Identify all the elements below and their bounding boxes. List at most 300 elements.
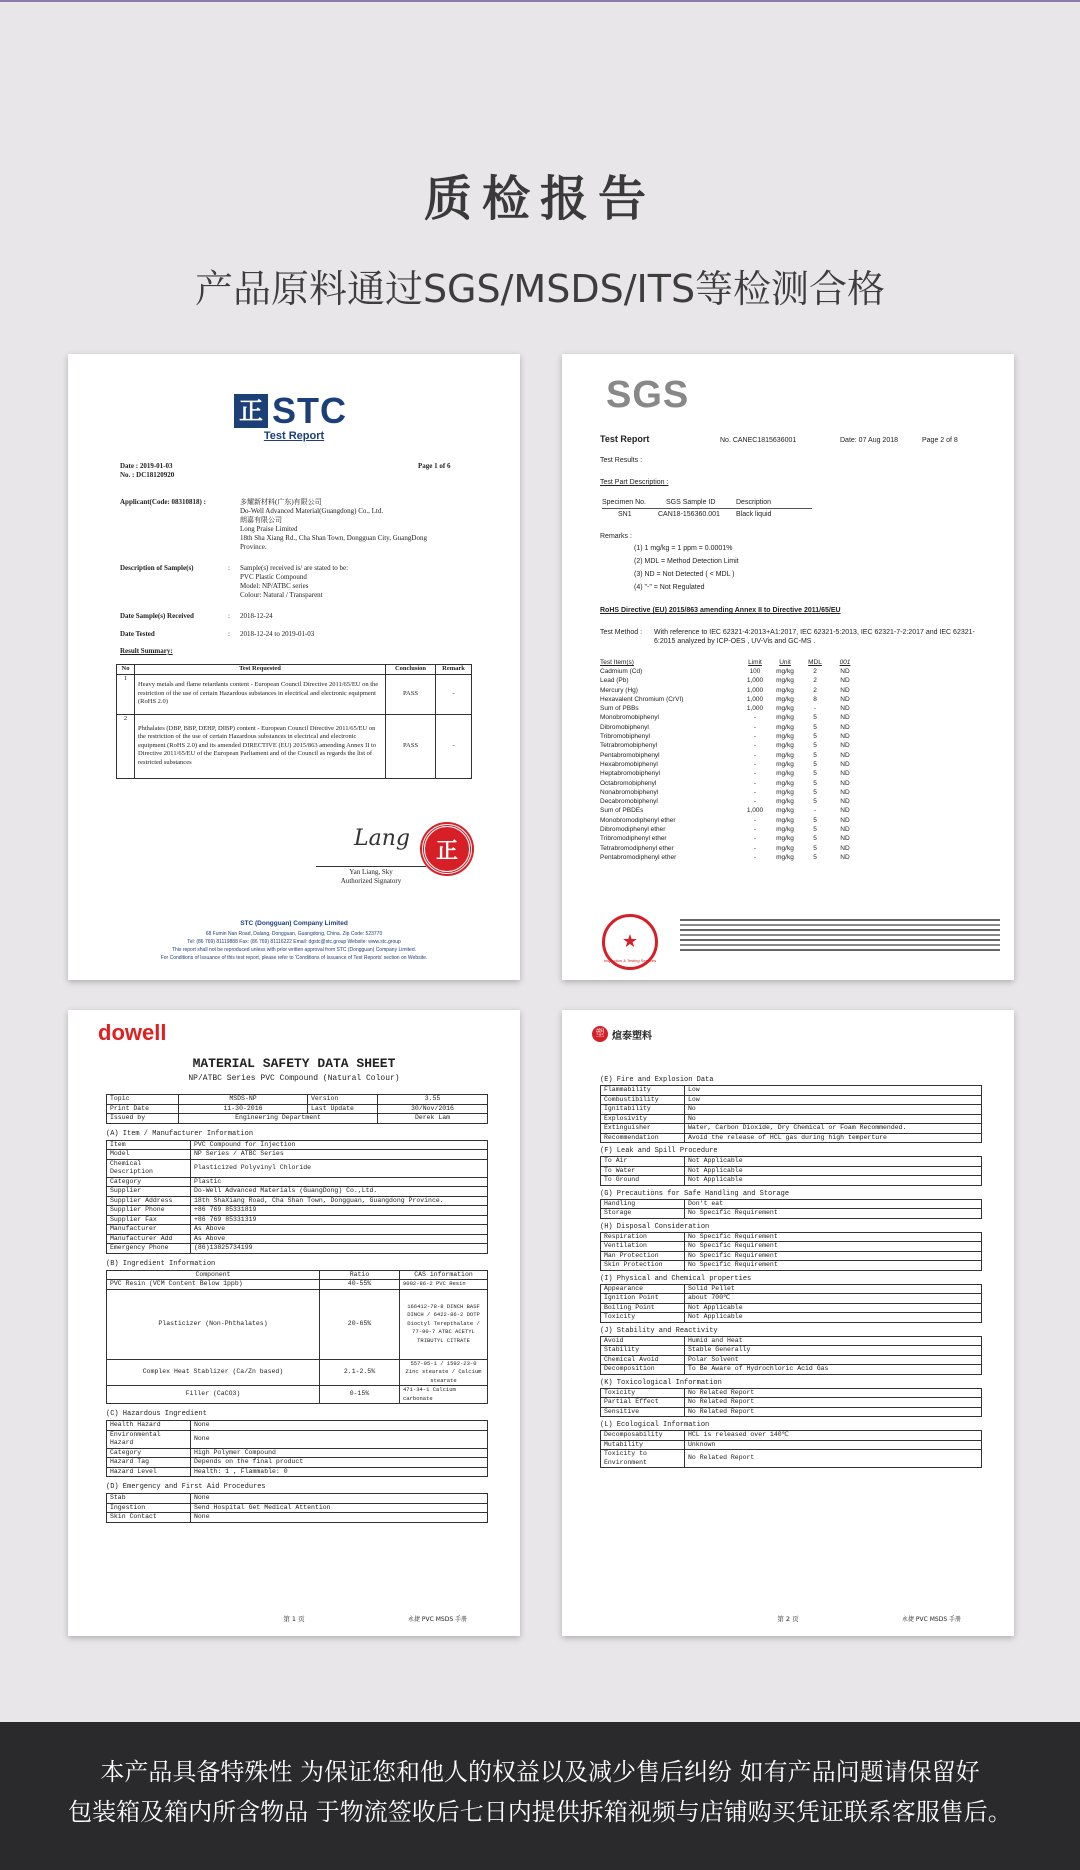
sgs-result-cell: ND xyxy=(840,723,850,731)
cell-test: Heavy metals and flame retardants content - European Council Directive 2011/65/EU on the restriction of the use of certain Hazardous substances in electrical and electronic equipment (RoHS 2.0) xyxy=(135,674,386,714)
section-d-table xyxy=(106,1493,488,1523)
row-label: Hazard Tag xyxy=(107,1458,191,1468)
msds-page-2[interactable] xyxy=(562,1010,1014,1636)
applicant-line: Long Praise Limited xyxy=(240,525,298,533)
stc-results-table xyxy=(116,664,472,779)
sgs-result-cell: - xyxy=(753,733,757,741)
section-title: (F) Leak and Spill Procedure xyxy=(600,1147,718,1155)
row-value: Not Applicable xyxy=(685,1166,982,1176)
sgs-result-cell: mg/kg xyxy=(776,798,794,806)
footer-notice xyxy=(0,1722,1080,1870)
sgs-result-cell: ND xyxy=(840,668,850,675)
row-value: Not Applicable xyxy=(685,1303,982,1313)
table-row xyxy=(107,1177,488,1187)
row-value: No Related Report xyxy=(685,1388,982,1398)
row-label: Chemical Avoid xyxy=(601,1355,685,1365)
sgs-method-text: With reference to IEC 62321-4:2013+A1:2017, IEC 62321-5:2013, IEC 62321-7-2:2017 and IEC 62321-6:2015 analyzed by ICP-OES , UV-Vis and GC-MS . xyxy=(654,629,975,645)
row-value: High Polymer Compound xyxy=(191,1448,488,1458)
sgs-result-cell: mg/kg xyxy=(776,807,794,815)
sgs-result-cell: ND xyxy=(840,826,850,834)
sgs-result-cell: Dibromobiphenyl xyxy=(600,723,649,731)
sgs-result-cell: mg/kg xyxy=(776,686,794,694)
row-label: Boiling Point xyxy=(601,1303,685,1313)
msds2-footer: 永捷 PVC MSDS 手册 xyxy=(902,1616,962,1623)
sgs-result-cell: Dibromodiphenyl ether xyxy=(600,826,666,834)
msds1-body xyxy=(106,1094,488,1523)
sgs-result-cell: 5 xyxy=(813,770,817,778)
sgs-result-cell: ND xyxy=(840,733,850,741)
sgs-result-cell: - xyxy=(753,742,757,750)
sgs-result-row xyxy=(600,760,860,769)
sgs-result-row xyxy=(600,704,860,713)
row-value: No Related Report xyxy=(685,1450,982,1468)
table-row xyxy=(601,1398,982,1408)
row-label: Flammability xyxy=(601,1086,685,1096)
row-value: Do-Well Advanced Materials (GuangDong) Co.,Ltd. xyxy=(191,1187,488,1197)
row-label: Avoid xyxy=(601,1336,685,1346)
sgs-result-cell: mg/kg xyxy=(776,677,794,685)
sgs-part-desc: Test Part Description : xyxy=(600,479,669,486)
sgs-report-title: Test Report xyxy=(600,434,650,444)
row-value: Plastic xyxy=(191,1177,488,1187)
stc-applicant xyxy=(240,498,480,552)
row-value: Solid Pellet xyxy=(685,1284,982,1294)
row-label: Decomposition xyxy=(601,1365,685,1375)
sgs-result-cell: mg/kg xyxy=(776,770,794,778)
section-title: (I) Physical and Chemical properties xyxy=(600,1274,752,1283)
stc-tested-label: Date Tested xyxy=(120,630,155,638)
cell-remark: - xyxy=(436,674,472,714)
sgs-result-cell: mg/kg xyxy=(776,853,794,861)
desc-line: Model: NP/ATBC series xyxy=(240,582,309,590)
row-label: Respiration xyxy=(601,1232,685,1242)
sgs-result-cell: 2 xyxy=(813,677,817,685)
section-table xyxy=(600,1085,982,1143)
row-label: Manufacturer Add xyxy=(107,1234,191,1244)
stc-received-label: Date Sample(s) Received xyxy=(120,612,194,620)
col-unit: Unit xyxy=(779,659,791,666)
sgs-result-cell: Decabromobiphenyl xyxy=(600,798,658,806)
stc-description xyxy=(240,564,480,600)
sgs-result-cell: mg/kg xyxy=(776,760,794,768)
col-result: 001 xyxy=(839,659,851,666)
sgs-remark: (3) ND = Not Detected ( < MDL ) xyxy=(634,571,735,578)
section-table xyxy=(600,1388,982,1418)
xuantai-logo-icon: 塑 xyxy=(592,1026,608,1042)
sgs-rows xyxy=(600,667,860,862)
row-label: Toxicity to Environment xyxy=(601,1450,685,1468)
sgs-report-no: No. CANEC1815636001 xyxy=(720,437,797,444)
sgs-result-row xyxy=(600,816,860,825)
sgs-seal: ★ xyxy=(602,914,658,970)
row-label: Manufacturer xyxy=(107,1225,191,1235)
sgs-result-cell: 1,000 xyxy=(746,677,764,685)
col-limit: Limit xyxy=(748,659,762,666)
row-value: Health: 1 , Flammable: 0 xyxy=(191,1467,488,1477)
table-row xyxy=(107,1458,488,1468)
th-remark: Remark xyxy=(436,665,472,675)
sgs-page: Page 2 of 8 xyxy=(922,437,958,444)
sgs-result-row xyxy=(600,695,860,704)
stc-logo-mark: 正 xyxy=(234,394,268,428)
sgs-result-row xyxy=(600,667,860,676)
msds2-body xyxy=(600,1072,982,1468)
sgs-result-cell: ND xyxy=(840,705,850,713)
sgs-result-row xyxy=(600,825,860,834)
sgs-spec-h3: Description xyxy=(736,499,772,506)
row-label: Category xyxy=(107,1177,191,1187)
sgs-result-cell: mg/kg xyxy=(776,816,794,824)
msds-subtitle: NP/ATBC Series PVC Compound (Natural Colour) xyxy=(188,1074,400,1083)
sgs-results-table xyxy=(600,658,860,862)
row-label: Model xyxy=(107,1150,191,1160)
row-label: Supplier xyxy=(107,1187,191,1197)
sgs-result-cell: ND xyxy=(840,751,850,759)
stc-seal: 正 xyxy=(422,824,472,874)
sgs-result-row xyxy=(600,779,860,788)
table-row xyxy=(601,1095,982,1105)
row-value: Stable Generally xyxy=(685,1346,982,1356)
sgs-result-cell: Sum of PBDEs xyxy=(600,807,644,815)
sgs-result-cell: - xyxy=(753,798,757,806)
table-row xyxy=(107,1430,488,1448)
sgs-remark: (4) "-" = Not Regulated xyxy=(634,584,705,591)
sgs-result-cell: ND xyxy=(840,779,850,787)
table-row xyxy=(601,1199,982,1209)
sgs-result-cell: Nonabromobiphenyl xyxy=(600,788,659,796)
sgs-result-row xyxy=(600,788,860,797)
section-d-title: (D) Emergency and First Aid Procedures xyxy=(106,1483,266,1491)
row-value: Humid and Heat xyxy=(685,1336,982,1346)
sgs-result-cell: 2 xyxy=(813,668,817,675)
row-value: Unknown xyxy=(685,1440,982,1450)
table-row xyxy=(601,1431,982,1441)
sgs-result-cell: Tribromobiphenyl xyxy=(600,733,650,741)
row-value: PVC Compound for Injection xyxy=(191,1140,488,1150)
top-divider xyxy=(0,0,1080,2)
table-row xyxy=(601,1284,982,1294)
sgs-result-cell: ND xyxy=(840,695,850,703)
sgs-result-cell: 5 xyxy=(813,779,817,787)
sgs-result-cell: mg/kg xyxy=(776,835,794,843)
table-row xyxy=(117,714,472,778)
sgs-result-cell: 5 xyxy=(813,723,817,731)
sgs-result-cell: Monobromobiphenyl xyxy=(600,714,659,722)
sgs-result-cell: mg/kg xyxy=(776,705,794,713)
desc-line: Colour: Natural / Transparent xyxy=(240,591,323,599)
sgs-result-cell: mg/kg xyxy=(776,733,794,741)
sgs-logo: SGS xyxy=(606,374,690,416)
section-title: (K) Toxicological Information xyxy=(600,1378,722,1387)
row-value: None xyxy=(191,1430,488,1448)
row-value: As Above xyxy=(191,1225,488,1235)
row-value: Not Applicable xyxy=(685,1157,982,1167)
table-row xyxy=(107,1467,488,1477)
stc-conditions: For Conditions of Issuance of this test report, please refer to 'Conditions of Issuance of Test Reports' section on Website. xyxy=(160,955,428,961)
sgs-result-cell: 1,000 xyxy=(746,705,764,713)
row-value: Polar Solvent xyxy=(685,1355,982,1365)
row-value: Send Hospital Get Medical Attention xyxy=(191,1503,488,1513)
cell-no: 1 xyxy=(117,674,135,714)
msds-page-1[interactable] xyxy=(68,1010,520,1636)
sgs-result-cell: 5 xyxy=(813,788,817,796)
section-table xyxy=(600,1284,982,1323)
sgs-result-cell: ND xyxy=(840,853,850,861)
sgs-result-cell: Hexabromobiphenyl xyxy=(600,760,658,768)
sgs-result-row xyxy=(600,676,860,685)
sgs-result-cell: - xyxy=(753,770,757,778)
row-label: To Water xyxy=(601,1166,685,1176)
stc-contact: Tel: (86 769) 81119888 Fax: (86 769) 81116222 Email: dgstc@stc.group Website: www.stc.group xyxy=(187,939,401,945)
row-label: To Ground xyxy=(601,1176,685,1186)
sgs-result-cell: Tetrabromodiphenyl ether xyxy=(600,844,674,852)
row-label: To Air xyxy=(601,1157,685,1167)
sgs-result-row xyxy=(600,853,860,862)
sgs-result-cell: ND xyxy=(840,760,850,768)
sgs-remark: (2) MDL = Method Detection Limit xyxy=(634,558,739,565)
sgs-result-row xyxy=(600,806,860,815)
sgs-result-cell: - xyxy=(813,807,817,815)
sgs-result-cell: mg/kg xyxy=(776,714,794,722)
row-label: Supplier Address xyxy=(107,1196,191,1206)
sgs-result-cell: - xyxy=(753,723,757,731)
row-label: Toxicity xyxy=(601,1313,685,1323)
xuantai-logo xyxy=(592,1026,652,1042)
sgs-spec-v1: SN1 xyxy=(618,511,632,518)
section-table xyxy=(600,1199,982,1219)
stc-report-title: Test Report xyxy=(263,430,325,442)
table-row xyxy=(601,1105,982,1115)
sgs-result-row xyxy=(600,844,860,853)
stc-logo xyxy=(234,390,364,431)
sgs-result-cell: mg/kg xyxy=(776,723,794,731)
sgs-result-cell: Heptabromobiphenyl xyxy=(600,770,660,778)
row-value: NP Series / ATBC Series xyxy=(191,1150,488,1160)
sgs-result-cell: Tribromodiphenyl ether xyxy=(600,835,667,843)
row-label: Sensitive xyxy=(601,1407,685,1417)
sgs-result-cell: 2 xyxy=(813,686,817,694)
table-row xyxy=(107,1421,488,1431)
sgs-result-cell: mg/kg xyxy=(776,788,794,796)
row-value: To Be Aware of Hydrochloric Acid Gas xyxy=(685,1365,982,1375)
sgs-result-row xyxy=(600,751,860,760)
section-b-title: (B) Ingredient Information xyxy=(106,1259,216,1268)
sgs-result-cell: - xyxy=(753,844,757,852)
applicant-line: Do-Well Advanced Material(Guangdong) Co., Ltd. xyxy=(240,507,384,515)
sgs-result-cell: 5 xyxy=(813,760,817,768)
applicant-line: 多耀新材料(广东)有限公司 xyxy=(240,498,322,506)
sgs-result-cell: mg/kg xyxy=(776,779,794,787)
row-value: Not Applicable xyxy=(685,1313,982,1323)
section-table xyxy=(600,1232,982,1271)
page-title: 质检报告 xyxy=(423,171,656,227)
row-value: No Specific Requirement xyxy=(685,1242,982,1252)
row-value: None xyxy=(191,1494,488,1504)
sgs-result-cell: 1,000 xyxy=(746,695,764,703)
sgs-result-cell: - xyxy=(753,779,757,787)
stc-logo-text: STC xyxy=(272,390,347,431)
section-title: (J) Stability and Reactivity xyxy=(600,1326,718,1335)
sgs-result-cell: - xyxy=(753,751,757,759)
sgs-result-cell: 5 xyxy=(813,742,817,750)
stc-signer: Yan Liang, Sky xyxy=(349,868,393,876)
sgs-seal-label: Inspection & Testing Services xyxy=(603,958,657,963)
sgs-result-cell: - xyxy=(813,705,817,713)
sgs-result-cell: - xyxy=(753,714,757,722)
row-value: No xyxy=(685,1114,982,1124)
table-row xyxy=(601,1133,982,1143)
table-row xyxy=(601,1450,982,1468)
cell-test: Phthalates (DBP, BBP, DEHP, DIBP) content - European Council Directive 2011/65/EU on the restriction of the use of certain Hazardous substances in electrical and electronic equipment (RoHS 2.0) and its amended DIRECTIVE (EU) 2015/863 amending Annex II to Directive 2011/65/EU of the European Parliament and of the Council as regards the list of restricted substances xyxy=(135,714,386,778)
cell-remark: - xyxy=(436,714,472,778)
desc-line: Sample(s) received is/ are stated to be: xyxy=(240,564,349,572)
applicant-line: Province. xyxy=(240,543,267,551)
table-row xyxy=(601,1261,982,1271)
th-no: No xyxy=(117,665,135,675)
table-row xyxy=(601,1251,982,1261)
sgs-result-row xyxy=(600,797,860,806)
sgs-remarks-label: Remarks : xyxy=(600,533,632,540)
section-table xyxy=(600,1430,982,1468)
row-label: Decomposability xyxy=(601,1431,685,1441)
table-row xyxy=(601,1346,982,1356)
section-title: (H) Disposal Consideration xyxy=(600,1222,710,1231)
sgs-result-row xyxy=(600,834,860,843)
table-row xyxy=(601,1365,982,1375)
table-row xyxy=(601,1176,982,1186)
sgs-result-row xyxy=(600,732,860,741)
sgs-result-cell: 5 xyxy=(813,835,817,843)
sgs-spec-h1: Specimen No. xyxy=(602,499,646,506)
stc-company: STC (Dongguan) Company Limited xyxy=(240,920,348,927)
applicant-line: 朗嘉有限公司 xyxy=(240,516,282,524)
col-mdl: MDL xyxy=(808,659,822,666)
table-row xyxy=(107,1150,488,1160)
sgs-result-cell: ND xyxy=(840,807,850,815)
sgs-result-cell: mg/kg xyxy=(776,695,794,703)
row-value: As Above xyxy=(191,1234,488,1244)
xuantai-logo-text: 煊泰塑料 xyxy=(612,1030,652,1042)
sgs-test-report[interactable] xyxy=(562,354,1014,980)
row-value: No Related Report xyxy=(685,1407,982,1417)
table-row xyxy=(107,1503,488,1513)
sgs-result-cell: 100 xyxy=(749,668,761,675)
table-row xyxy=(107,1225,488,1235)
row-label: Chemical Description xyxy=(107,1159,191,1177)
stc-page: Page 1 of 6 xyxy=(418,462,451,470)
row-label: Combustibility xyxy=(601,1095,685,1105)
stc-result-summary: Result Summary: xyxy=(120,647,173,655)
section-table xyxy=(600,1336,982,1375)
section-title: (L) Ecological Information xyxy=(600,1421,710,1429)
row-label: Supplier Phone xyxy=(107,1206,191,1216)
col-item: Test Item(s) xyxy=(600,659,634,666)
row-value: No xyxy=(685,1105,982,1115)
cell-conclusion: PASS xyxy=(386,674,436,714)
row-label: Skin Contact xyxy=(107,1513,191,1523)
row-value: (86)13825734199 xyxy=(191,1244,488,1254)
sgs-result-cell: - xyxy=(753,788,757,796)
row-value: HCL is released over 140℃ xyxy=(685,1431,982,1441)
sgs-spec-v3: Black liquid xyxy=(736,511,772,518)
row-label: Toxicity xyxy=(601,1388,685,1398)
row-label: Stab xyxy=(107,1494,191,1504)
row-label: Emergency Phone xyxy=(107,1244,191,1254)
row-label: Ignitability xyxy=(601,1105,685,1115)
sgs-result-cell: - xyxy=(753,853,757,861)
section-c-title: (C) Hazardous Ingredient xyxy=(106,1410,207,1418)
table-row xyxy=(601,1336,982,1346)
stc-applicant-label: Applicant(Code: 08310818) : xyxy=(120,498,206,506)
sgs-result-cell: mg/kg xyxy=(776,751,794,759)
stc-test-report[interactable]: 正 STC Test Report Date : 2019-01-03 No. : DC18120920 Page 1 of 6 Applicant(Code: 08310818) : 多耀新材料(广东)有限公司 Do-Well Advanced Material(Guangdong) Co., Ltd. 朗嘉有限公司 Long Praise Limited 18th Sha Xiang Rd., Cha Shan Town, Dongguan City, GuangDong Province. Description of Sample(s) : Sample(s) received is/ are stated to be: PVC Plastic Compound Model: NP/ATBC series Colour: Natural / Transparent Date Sample(s) Received : 2018-12-24 Date Tested : 2018-12-24 to 2019-01-03 Result Summary: No Test Requested Conclusion Remark 1 Heavy metals and flame retardants content - European Council Directive 2011/65/EU on the restriction of the use of certain Hazardous substances in electrical and electronic equipment (RoHS 2.0) PASS - 2 Phthalates (DBP, BBP, DEHP, DIBP) content - European Council Directive 2011/65/EU on the restriction of the use of certain Hazardous substances in electrical and electronic equipment (RoHS 2.0) and its amended DIRECTIVE (EU) 2015/863 amending Annex II to Directive 2011/65/EU of the European Parliament and of the Council as regards the list of restricted substances PASS - Lang Yan Liang, Sky Authorized Signatory 正 STC (Dongguan) Company Limited 68 Fumin Nan Road, Dalang, Dongguan, Guangdong, China. Zip Code: 523770 Tel: (86 769) 81119888 Fax: (86 769) 81116222 Email: dgstc@stc.group Website: www.stc.group This report shall not be reproduced unless with prior written approval from STC (Dongguan) Company Limited. For Conditions of Issuance of this test report, please refer to 'Conditions of Issuance of Test Reports' section on Website. xyxy=(68,354,520,980)
cell-no: 2 xyxy=(117,714,135,778)
table-row xyxy=(601,1232,982,1242)
sgs-result-cell: mg/kg xyxy=(776,844,794,852)
sgs-result-cell: 8 xyxy=(813,695,817,703)
sgs-result-row xyxy=(600,723,860,732)
sgs-result-cell: 5 xyxy=(813,714,817,722)
sgs-result-cell: ND xyxy=(840,770,850,778)
row-value: Plasticized Polyvinyl Chloride xyxy=(191,1159,488,1177)
row-value: +86 769 85331319 xyxy=(191,1215,488,1225)
row-value: about 700℃ xyxy=(685,1294,982,1304)
sgs-result-cell: 5 xyxy=(813,844,817,852)
cell-conclusion: PASS xyxy=(386,714,436,778)
row-value: Not Applicable xyxy=(685,1176,982,1186)
table-row xyxy=(601,1209,982,1219)
sgs-result-cell: Hexavalent Chromium (CrVI) xyxy=(600,695,684,703)
stc-date: Date : 2019-01-03 xyxy=(120,462,173,470)
th-conclusion: Conclusion xyxy=(386,665,436,675)
sgs-remark: (1) 1 mg/kg = 1 ppm = 0.0001% xyxy=(634,545,733,552)
row-label: Explosivity xyxy=(601,1114,685,1124)
row-label: Category xyxy=(107,1448,191,1458)
table-row xyxy=(601,1303,982,1313)
row-value: Avoid the release of HCL gas during high temperture xyxy=(685,1133,982,1143)
section-a-table xyxy=(106,1140,488,1254)
table-row xyxy=(107,1187,488,1197)
row-label: Health Hazard xyxy=(107,1421,191,1431)
row-value: No Specific Requirement xyxy=(685,1251,982,1261)
dowell-logo: dowell xyxy=(98,1020,167,1045)
row-label: Extinguisher xyxy=(601,1124,685,1134)
sgs-result-cell: mg/kg xyxy=(776,668,794,675)
sgs-result-cell: 5 xyxy=(813,751,817,759)
table-row xyxy=(107,1196,488,1206)
row-label: Stability xyxy=(601,1346,685,1356)
sgs-result-cell: ND xyxy=(840,742,850,750)
section-title: (E) Fire and Explosion Data xyxy=(600,1076,714,1084)
row-value: None xyxy=(191,1513,488,1523)
msds1-page-label: 第 1 页 xyxy=(283,1615,305,1623)
row-label: Ventilation xyxy=(601,1242,685,1252)
sgs-result-cell: ND xyxy=(840,816,850,824)
sgs-result-cell: ND xyxy=(840,677,850,685)
table-row xyxy=(117,674,472,714)
sgs-result-cell: - xyxy=(753,760,757,768)
row-label: Mutability xyxy=(601,1440,685,1450)
table-row xyxy=(107,1234,488,1244)
msds2-page-label: 第 2 页 xyxy=(777,1615,799,1623)
sgs-result-cell: - xyxy=(753,826,757,834)
stc-tested-value: 2018-12-24 to 2019-01-03 xyxy=(240,630,315,638)
section-table xyxy=(600,1156,982,1186)
sgs-result-cell: 5 xyxy=(813,733,817,741)
row-value: No Specific Requirement xyxy=(685,1209,982,1219)
row-value: Water, Carbon Dioxide, Dry Chemical or Foam Recommended. xyxy=(685,1124,982,1134)
section-c-table xyxy=(106,1420,488,1477)
